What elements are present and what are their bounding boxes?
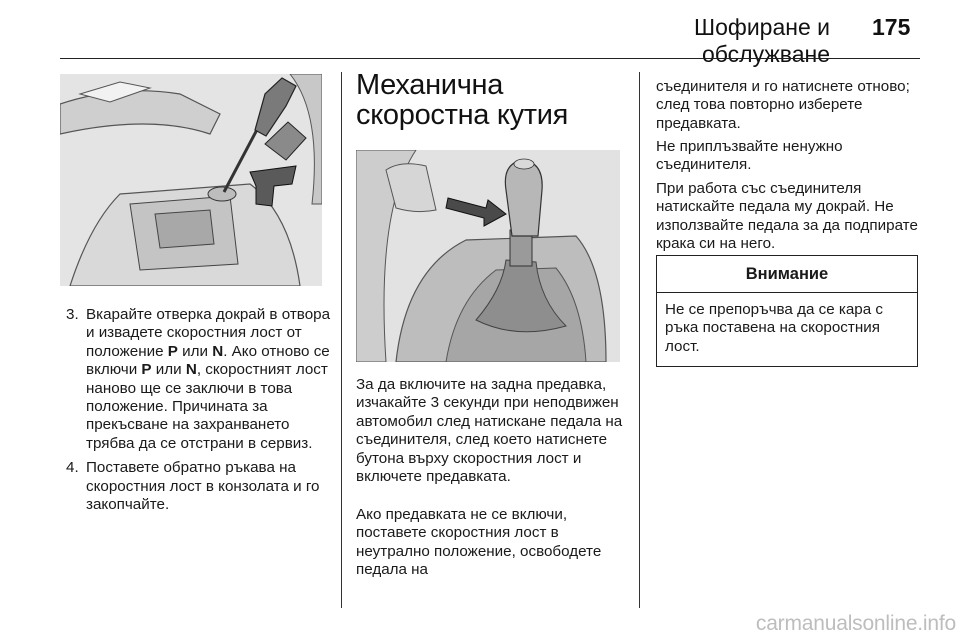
paragraph: съединителя и го натиснете отново; след това повторно изберете предавката.: [656, 78, 910, 132]
paragraph: Не приплъзвайте ненужно съединителя.: [656, 138, 843, 174]
list-item: [60, 459, 332, 514]
text-run: . Ако отново се включи: [86, 342, 330, 379]
warning-title: Внимание: [657, 256, 917, 293]
gear-p-label: P: [141, 361, 152, 379]
column-divider-1: [341, 72, 342, 608]
paragraph: За да включите на задна предавка, изчакайте 3 секунди при неподвижен автомобил след натискане педала на съединителя, след което натиснете бутона върху скоростния лост и включете предавката.: [356, 376, 623, 486]
paragraph: Ако предавката не се включи, поставете скоростния лост в неутрално положение, освободете педала на: [356, 506, 602, 579]
gear-p-label: P: [167, 342, 178, 360]
text-run: , скоростният лост наново ще се заключи в това положение. Причината за прекъсване на захранването трябва да се отстрани в сервиз.: [86, 361, 328, 452]
instruction-list: [60, 306, 332, 520]
text-run: или: [151, 361, 186, 379]
screwdriver-icon: [60, 74, 322, 286]
list-item-number: 3.: [66, 306, 79, 323]
screwdriver-illustration: [60, 74, 322, 286]
warning-box: [656, 255, 918, 367]
list-item-text: [86, 306, 330, 452]
column-divider-2: [639, 72, 640, 608]
paragraph: При работа със съединителя натискайте педала му докрай. Не използвайте педала за да подпирате крака си на него.: [656, 180, 918, 253]
header-title: Шофиране и обслужване: [694, 14, 830, 67]
gear-n-label: N: [185, 361, 197, 379]
text-run: Вкарайте отверка докрай в отвора и извадете скоростния лост от положение: [86, 306, 331, 360]
list-item: [60, 306, 332, 453]
gear-lever-illustration: [356, 150, 620, 362]
header-divider: [60, 58, 920, 59]
gear-lever-icon: [356, 150, 620, 362]
text-run: или: [177, 342, 213, 360]
gear-n-label: N: [212, 342, 224, 360]
list-item-number: 4.: [66, 459, 79, 477]
page-number: 175: [872, 14, 911, 40]
watermark: carmanualsonline.info: [755, 612, 956, 635]
section-title: Механична скоростна кутия: [356, 69, 569, 131]
list-item-text: Поставете обратно ръкава на скоростния лост в конзолата и го закопчайте.: [86, 459, 320, 514]
warning-text: Не се препоръчва да се кара с ръка поставена на скоростния лост.: [665, 301, 884, 355]
